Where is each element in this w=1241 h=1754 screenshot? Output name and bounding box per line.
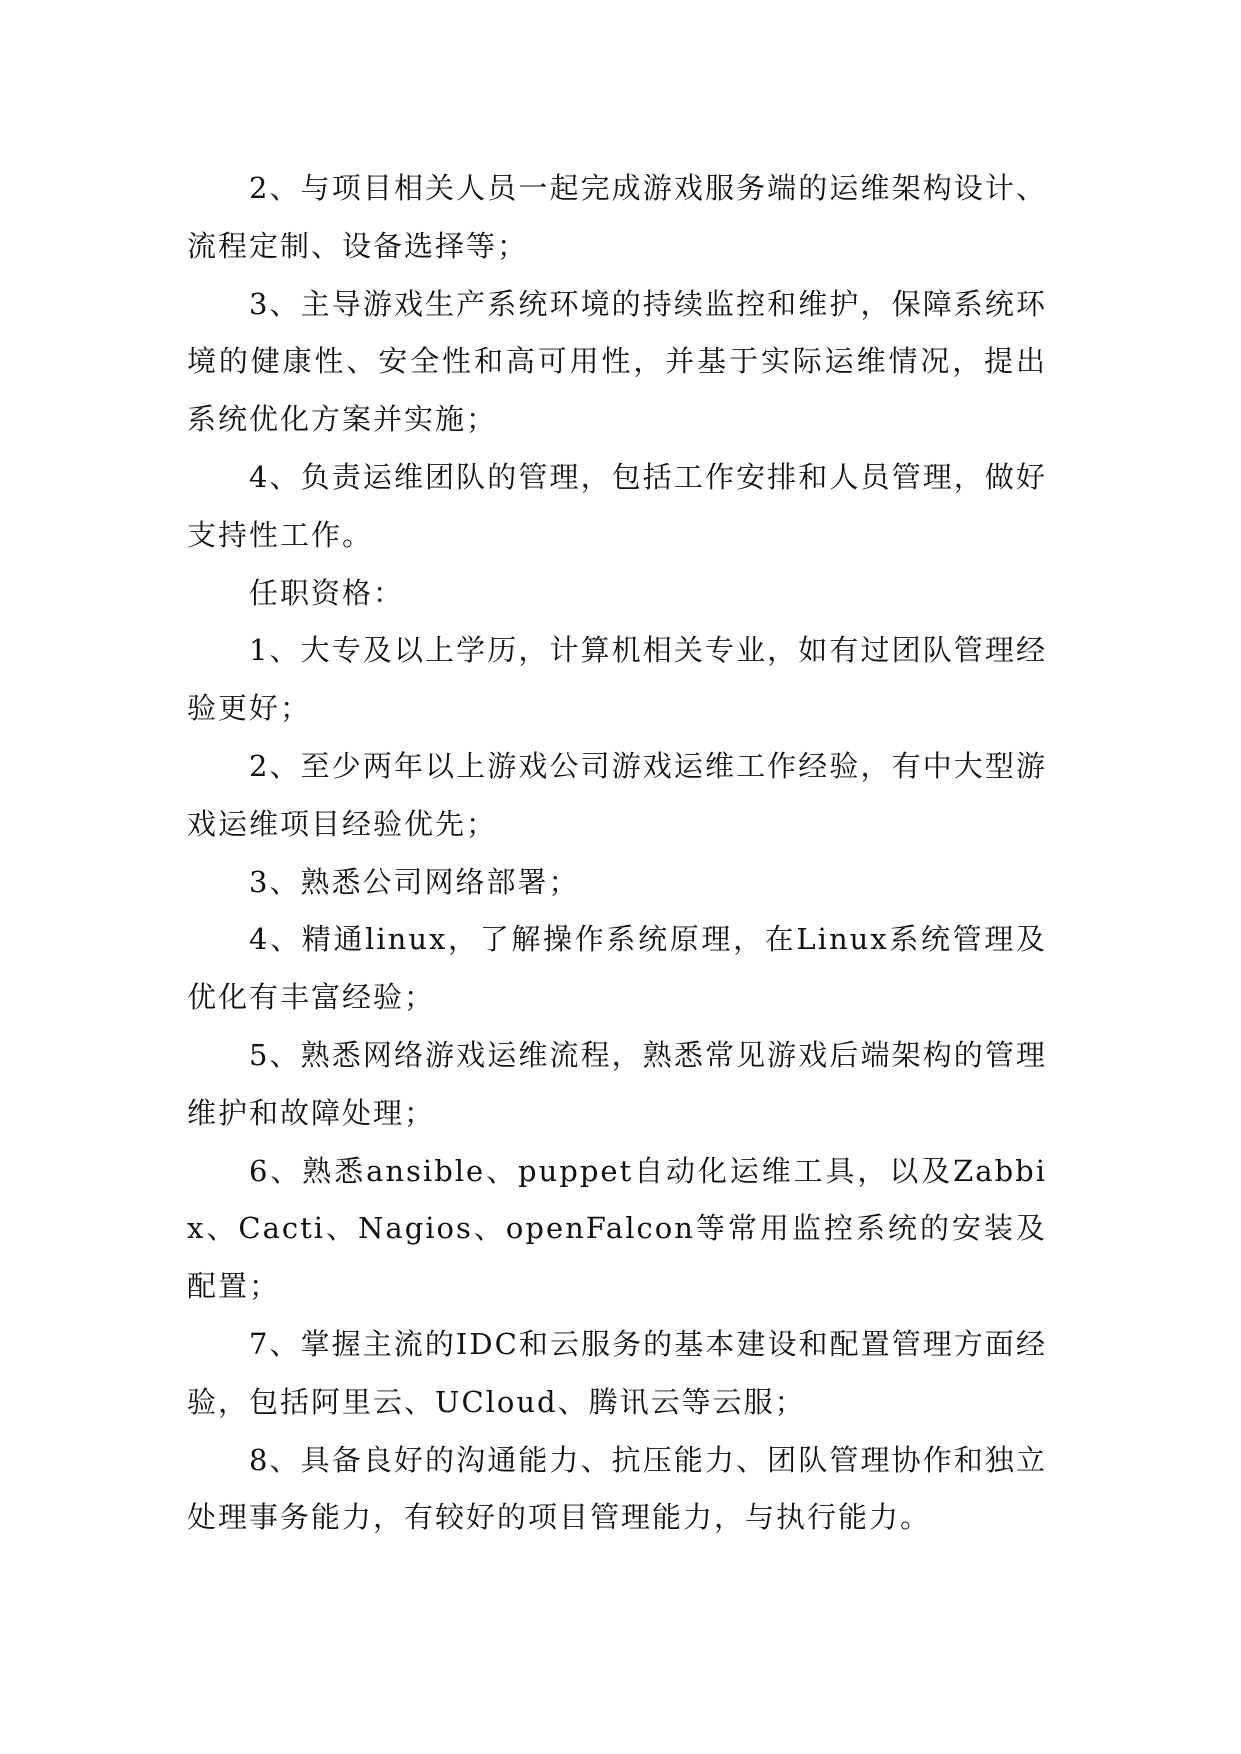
qualification-item-4: 4、精通linux，了解操作系统原理，在Linux系统管理及优化有丰富经验； [187, 922, 1047, 1015]
document-body [187, 160, 1047, 1547]
qualification-item-3: 3、熟悉公司网络部署； [249, 864, 580, 899]
qualification-item-7: 7、掌握主流的IDC和云服务的基本建设和配置管理方面经验，包括阿里云、UCloud、腾讯云等云服； [187, 1326, 1047, 1419]
duty-item-3: 3、主导游戏生产系统环境的持续监控和维护，保障系统环境的健康性、安全性和高可用性，并基于实际运维情况，提出系统优化方案并实施； [187, 286, 1047, 437]
qualification-item-1: 1、大专及以上学历，计算机相关专业，如有过团队管理经验更好； [187, 633, 1047, 726]
qualification-item-8: 8、具备良好的沟通能力、抗压能力、团队管理协作和独立处理事务能力，有较好的项目管理能力，与执行能力。 [187, 1442, 1047, 1535]
qualifications-heading: 任职资格： [249, 575, 405, 610]
duty-item-4: 4、负责运维团队的管理，包括工作安排和人员管理，做好支持性工作。 [187, 459, 1047, 552]
qualification-item-6: 6、熟悉ansible、puppet自动化运维工具，以及Zabbix、Cacti、Nagios、openFalcon等常用监控系统的安装及配置； [187, 1153, 1047, 1304]
qualification-item-5: 5、熟悉网络游戏运维流程，熟悉常见游戏后端架构的管理维护和故障处理； [187, 1037, 1047, 1130]
qualification-item-2: 2、至少两年以上游戏公司游戏运维工作经验，有中大型游戏运维项目经验优先； [187, 748, 1047, 841]
duty-item-2: 2、与项目相关人员一起完成游戏服务端的运维架构设计、流程定制、设备选择等； [187, 171, 1047, 263]
